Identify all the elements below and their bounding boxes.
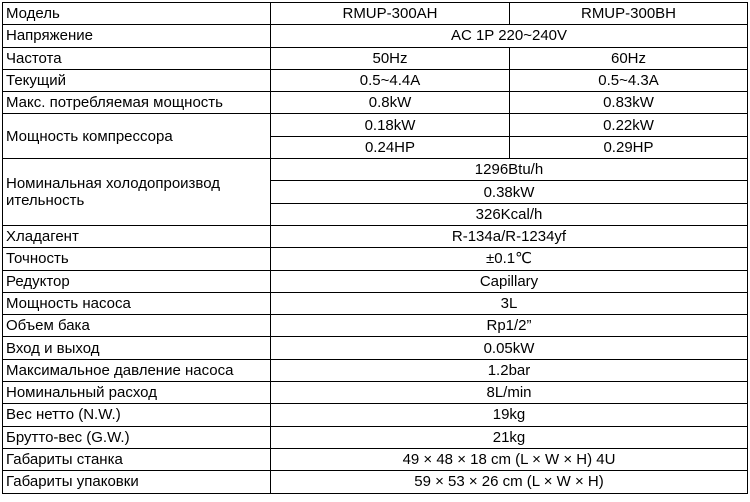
label-package-dimensions: Габариты упаковки (3, 471, 271, 493)
row-tank-volume (3, 315, 748, 337)
model-b: RMUP-300BH (510, 3, 748, 25)
rated-flow-value: 8L/min (271, 382, 748, 404)
row-current (3, 69, 748, 91)
label-voltage: Напряжение (3, 25, 271, 47)
row-rated-flow (3, 382, 748, 404)
package-dimensions-value: 59 × 53 × 26 cm (L × W × H) (271, 471, 748, 493)
max-power-b: 0.83kW (510, 92, 748, 114)
cooling-kw: 0.38kW (271, 181, 748, 203)
row-frequency (3, 47, 748, 69)
compressor-kw-a: 0.18kW (271, 114, 510, 136)
pump-power-value: 3L (271, 292, 748, 314)
row-compressor-kw (3, 114, 748, 136)
machine-dimensions-value: 49 × 48 × 18 cm (L × W × H) 4U (271, 448, 748, 470)
label-refrigerant: Хладагент (3, 225, 271, 247)
label-cooling-capacity (3, 159, 271, 226)
compressor-kw-b: 0.22kW (510, 114, 748, 136)
label-rated-flow: Номинальный расход (3, 382, 271, 404)
inlet-outlet-value: 0.05kW (271, 337, 748, 359)
max-pump-pressure-value: 1.2bar (271, 359, 748, 381)
row-net-weight (3, 404, 748, 426)
label-pump-power: Мощность насоса (3, 292, 271, 314)
row-inlet-outlet (3, 337, 748, 359)
row-accuracy (3, 248, 748, 270)
tank-volume-value: Rp1/2” (271, 315, 748, 337)
row-model (3, 3, 748, 25)
row-max-power (3, 92, 748, 114)
row-pump-power (3, 292, 748, 314)
label-max-pump-pressure: Максимальное давление насоса (3, 359, 271, 381)
frequency-a: 50Hz (271, 47, 510, 69)
accuracy-value: ±0.1℃ (271, 248, 748, 270)
net-weight-value: 19kg (271, 404, 748, 426)
label-gross-weight: Брутто-вес (G.W.) (3, 426, 271, 448)
current-b: 0.5~4.3A (510, 69, 748, 91)
label-machine-dimensions: Габариты станка (3, 448, 271, 470)
cooling-kcal: 326Kcal/h (271, 203, 748, 225)
model-a: RMUP-300AH (271, 3, 510, 25)
label-net-weight: Вес нетто (N.W.) (3, 404, 271, 426)
refrigerant-value: R-134a/R-1234yf (271, 225, 748, 247)
label-current: Текущий (3, 69, 271, 91)
row-refrigerant (3, 225, 748, 247)
label-max-power: Макс. потребляемая мощность (3, 92, 271, 114)
row-gross-weight (3, 426, 748, 448)
label-inlet-outlet: Вход и выход (3, 337, 271, 359)
reducer-value: Capillary (271, 270, 748, 292)
max-power-a: 0.8kW (271, 92, 510, 114)
row-voltage (3, 25, 748, 47)
label-cooling-line2: ительность (6, 192, 85, 210)
row-machine-dimensions (3, 448, 748, 470)
current-a: 0.5~4.4A (271, 69, 510, 91)
frequency-b: 60Hz (510, 47, 748, 69)
row-max-pump-pressure (3, 359, 748, 381)
label-model: Модель (3, 3, 271, 25)
compressor-hp-b: 0.29HP (510, 136, 748, 158)
compressor-hp-a: 0.24HP (271, 136, 510, 158)
gross-weight-value: 21kg (271, 426, 748, 448)
spec-table (2, 2, 748, 494)
row-reducer (3, 270, 748, 292)
label-frequency: Частота (3, 47, 271, 69)
label-tank-volume: Объем бака (3, 315, 271, 337)
row-package-dimensions (3, 471, 748, 493)
label-compressor-power: Мощность компрессора (3, 114, 271, 159)
label-accuracy: Точность (3, 248, 271, 270)
cooling-btu: 1296Btu/h (271, 159, 748, 181)
label-reducer: Редуктор (3, 270, 271, 292)
row-cooling-btu (3, 159, 748, 181)
label-cooling-line1: Номинальная холодопроизвод (6, 175, 220, 193)
voltage-value: AC 1P 220~240V (271, 25, 748, 47)
